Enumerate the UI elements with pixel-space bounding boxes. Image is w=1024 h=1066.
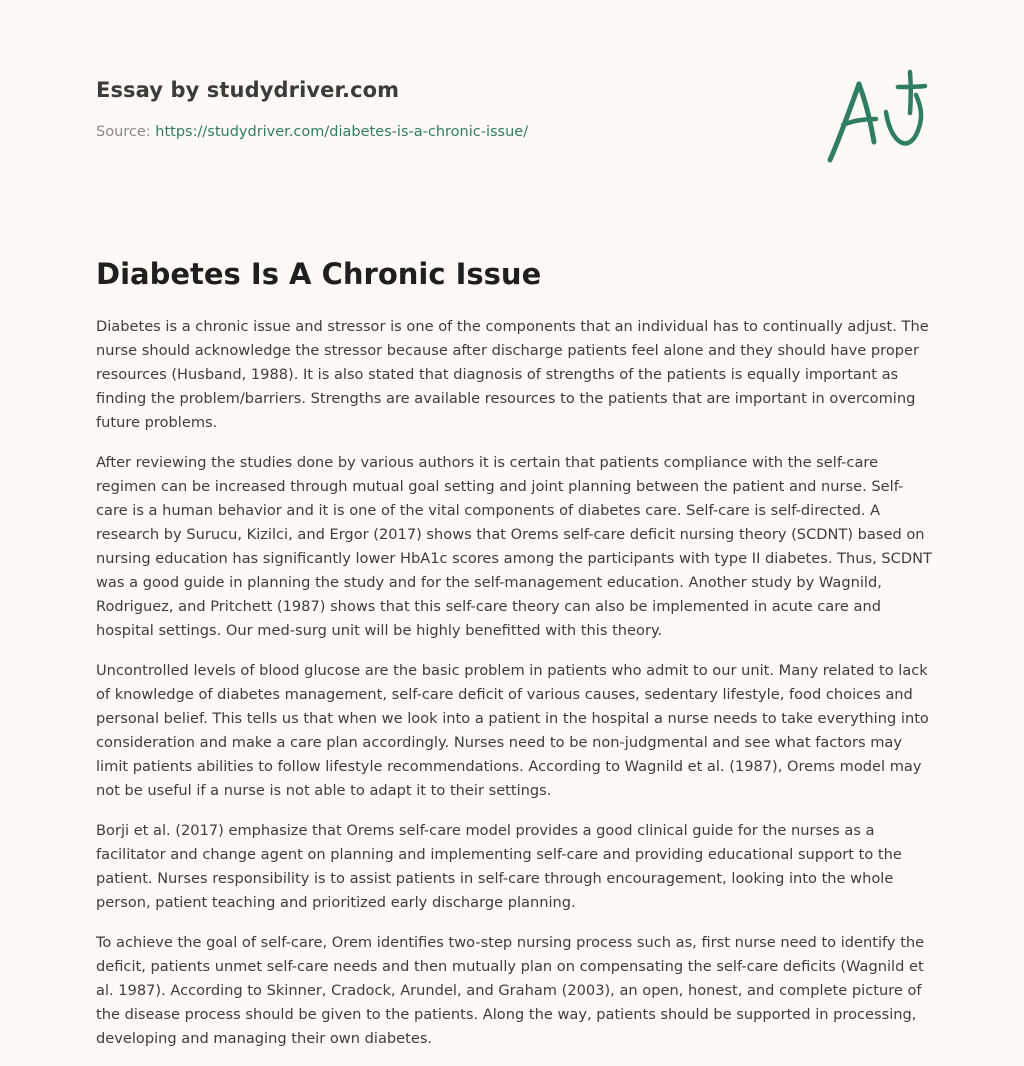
article-body	[96, 315, 932, 1066]
paragraph-5: To achieve the goal of self-care, Orem identifies two-step nursing process such as, first nurse need to identify the deficit, patients unmet self-care needs and then mutually plan on compensating the self-care deficits (Wagnild et al. 1987). According to Skinner, Cradock, Arundel, and Graham (2003), an open, honest, and complete picture of the disease process should be given to the patients. Along the way, patients should be supported in processing, developing and managing their own diabetes.	[96, 934, 925, 1047]
paragraph-1: Diabetes is a chronic issue and stressor is one of the components that an individual has to continually adjust. The nurse should acknowledge the stressor because after discharge patients feel alone and they should have proper resources (Husband, 1988). It is also stated that diagnosis of strengths of the patients is equally important as finding the problem/barriers. Strengths are available resources to the patients that are important in overcoming future problems.	[96, 318, 929, 431]
source-link[interactable]: https://studydriver.com/diabetes-is-a-chronic-issue/	[155, 124, 529, 140]
paragraph-2: After reviewing the studies done by various authors it is certain that patients compliance with the self-care regimen can be increased through mutual goal setting and joint planning between the patient and nurse. Self-care is a human behavior and it is one of the vital components of diabetes care. Self-care is self-directed. A research by Surucu, Kizilci, and Ergor (2017) shows that Orems self-care deficit nursing theory (SCDNT) based on nursing education has significantly lower HbA1c scores among the participants with type II diabetes. Thus, SCDNT was a good guide in planning the study and for the self-management education. Another study by Wagnild, Rodriguez, and Pritchett (1987) shows that this self-care theory can also be implemented in acute care and hospital settings. Our med-surg unit will be highly benefitted with this theory.	[96, 454, 932, 639]
brand-title: Essay by studydriver.com	[96, 78, 400, 102]
paragraph-3: Uncontrolled levels of blood glucose are the basic problem in patients who admit to our unit. Many related to lack of knowledge of diabetes management, self-care deficit of various causes, sedentary lifestyle, food choices and personal belief. This tells us that when we look into a patient in the hospital a nurse needs to take everything into consideration and make a care plan accordingly. Nurses need to be non-judgmental and see what factors may limit patients abilities to follow lifestyle recommendations. According to Wagnild et al. (1987), Orems model may not be useful if a nurse is not able to adapt it to their settings.	[96, 662, 929, 799]
source-line	[96, 124, 528, 140]
a-plus-logo-icon	[822, 64, 930, 168]
article-title: Diabetes Is A Chronic Issue	[96, 257, 542, 291]
source-label: Source:	[96, 124, 151, 140]
paragraph-4: Borji et al. (2017) emphasize that Orems self-care model provides a good clinical guide for the nurses as a facilitator and change agent on planning and implementing self-care and providing educational support to the patient. Nurses responsibility is to assist patients in self-care through encouragement, looking into the whole person, patient teaching and prioritized early discharge planning.	[96, 822, 902, 911]
